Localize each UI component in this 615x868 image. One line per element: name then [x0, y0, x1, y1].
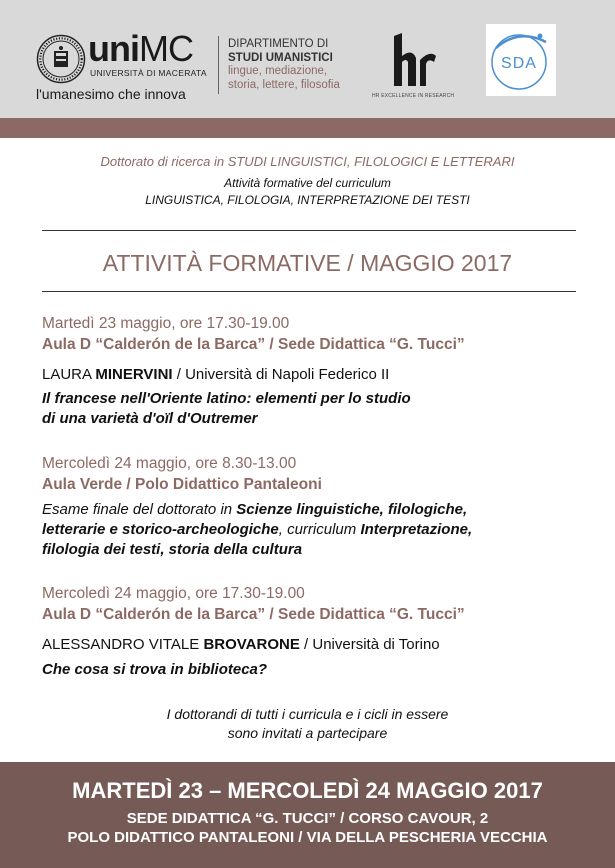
- event2-date: Mercoledì 24 maggio, ore 8.30-13.00: [42, 455, 297, 472]
- sda-logo-icon: [486, 24, 556, 96]
- unimc-logo-subtitle: UNIVERSITÀ DI MACERATA: [90, 68, 207, 78]
- unimc-logo-word: uniMC: [88, 28, 193, 69]
- header: [0, 0, 615, 118]
- curriculum-name: LINGUISTICA, FILOLOGIA, INTERPRETAZIONE DEI TESTI: [145, 193, 470, 207]
- sda-logo-text: SDA: [501, 55, 537, 72]
- header-divider: [218, 36, 219, 94]
- curriculum-intro: Attività formative del curriculum: [224, 176, 391, 190]
- event1-place: Aula D “Calderón de la Barca” / Sede Didattica “G. Tucci”: [42, 336, 465, 353]
- event3-place: Aula D “Calderón de la Barca” / Sede Didattica “G. Tucci”: [42, 606, 465, 623]
- footer-venue1: SEDE DIDATTICA “G. TUCCI” / CORSO CAVOUR, 2: [126, 810, 489, 827]
- hr-caption: HR EXCELLENCE IN RESEARCH: [372, 93, 455, 99]
- title-rule-top: [42, 230, 576, 231]
- university-seal-icon: [36, 34, 86, 84]
- dept-line4: storia, lettere, filosofia: [228, 78, 340, 91]
- department-block: [228, 38, 340, 92]
- hr-excellence-logo-icon: [386, 30, 442, 88]
- footer: [0, 762, 615, 868]
- event3-talk: Che cosa si trova in biblioteca?: [42, 661, 268, 678]
- footer-venue2: POLO DIDATTICO PANTALEONI / VIA DELLA PESCHERIA VECCHIA: [67, 829, 548, 846]
- event1-speaker: LAURA MINERVINI / Università di Napoli Federico II: [42, 366, 390, 383]
- event3-speaker: ALESSANDRO VITALE BROVARONE / Università di Torino: [42, 636, 440, 653]
- header-band: [0, 118, 615, 138]
- dept-line1: DIPARTIMENTO DI: [228, 38, 329, 50]
- event2-place: Aula Verde / Polo Didattico Pantaleoni: [42, 476, 322, 493]
- title-rule-bottom: [42, 291, 576, 292]
- footer-dates: MARTEDÌ 23 – MERCOLEDÌ 24 MAGGIO 2017: [72, 778, 543, 803]
- invite-line1: I dottorandi di tutti i curricula e i cicli in essere: [166, 706, 449, 722]
- page-title: ATTIVITÀ FORMATIVE / MAGGIO 2017: [102, 250, 513, 276]
- event1-date: Martedì 23 maggio, ore 17.30-19.00: [42, 315, 290, 332]
- event2-description: Esame finale del dottorato in Scienze linguistiche, filologiche, letterarie e storico-archeologiche, curriculum Interpretazione, filologia dei testi, storia della cultura: [42, 501, 473, 558]
- doctorate-line: Dottorato di ricerca in STUDI LINGUISTICI, FILOLOGICI E LETTERARI: [100, 154, 515, 169]
- event3-date: Mercoledì 24 maggio, ore 17.30-19.00: [42, 585, 305, 602]
- event1-talk: Il francese nell'Oriente latino: elementi per lo studio di una varietà d'oïl d'Outremer: [42, 390, 411, 427]
- university-motto: l'umanesimo che innova: [36, 86, 186, 102]
- invite-line2: sono invitati a partecipare: [227, 725, 388, 741]
- dept-line2: STUDI UMANISTICI: [228, 51, 333, 64]
- dept-line3: lingue, mediazione,: [228, 65, 328, 77]
- sda-logo: [486, 24, 556, 96]
